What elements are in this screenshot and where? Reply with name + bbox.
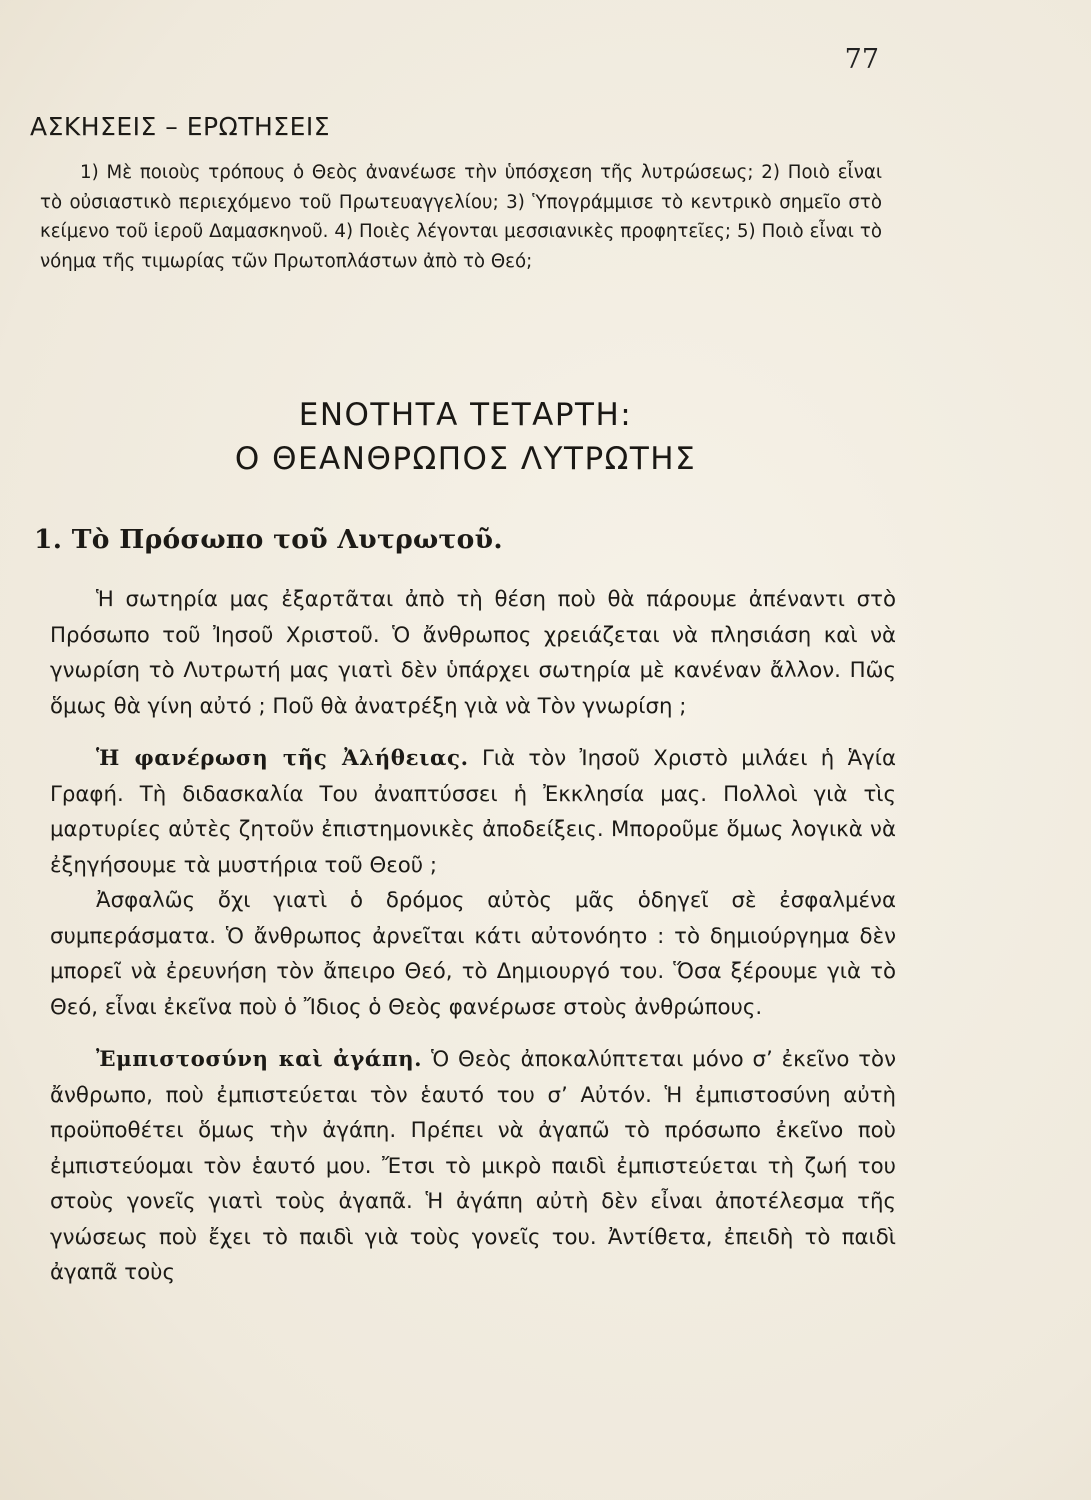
body-text [50, 582, 896, 1291]
paragraph-1 [50, 582, 896, 724]
page-number: 77 [844, 44, 879, 75]
section-title: 1. Τὸ Πρόσωπο τοῦ Λυτρωτοῦ. [34, 524, 503, 555]
paragraph-4-run-in-heading: Ἐμπιστοσύνη καὶ ἀγάπη. [96, 1047, 423, 1072]
paragraph-3-text: Ἀσφαλῶς ὄχι γιατὶ ὁ δρόμος αὐτὸς μᾶς ὁδηγεῖ σὲ ἐσφαλμένα συμπεράσματα. Ὁ ἄνθρωπος ἀρνεῖται κάτι αὐτονόητο : τὸ δημιούργημα δὲν μπορεῖ νὰ ἐρευνήση τὸν ἄπειρο Θεό, τὸ Δημιουργό του. Ὅσα ξέρουμε γιὰ τὸ Θεό, εἶναι ἐκεῖνα ποὺ ὁ Ἴδιος ὁ Θεὸς φανέρωσε στοὺς ἀνθρώπους. [50, 888, 896, 1020]
paragraph-4 [50, 1042, 896, 1291]
paragraph-2 [50, 741, 896, 883]
unit-title [0, 393, 1091, 481]
paragraph-2-text: Γιὰ τὸν Ἰησοῦ Χριστὸ μιλάει ἡ Ἁγία Γραφή. Τὴ διδασκαλία Του ἀναπτύσσει ἡ Ἐκκλησία μας. Πολλοὶ γιὰ τὶς μαρτυρίες αὐτὲς ζητοῦν ἐπιστημονικὲς ἀποδείξεις. Μποροῦμε ὅμως λογικὰ νὰ ἐξηγήσουμε τὰ μυστήρια τοῦ Θεοῦ ; [50, 746, 896, 878]
paragraph-3 [50, 883, 896, 1025]
exercises-heading: ΑΣΚΗΣΕΙΣ – ΕΡΩΤΗΣΕΙΣ [30, 112, 331, 141]
paragraph-2-run-in-heading: Ἡ φανέρωση τῆς Ἀλήθειας. [96, 746, 469, 771]
exercises-questions: 1) Μὲ ποιοὺς τρόπους ὁ Θεὸς ἀνανέωσε τὴν ὑπόσχεση τῆς λυτρώσεως; 2) Ποιὸ εἶναι τὸ οὐσιαστικὸ περιεχόμενο τοῦ Πρωτευαγγελίου; 3) Ὑπογράμμισε τὸ κεντρικὸ σημεῖο στὸ κείμενο τοῦ ἱεροῦ Δαμασκηνοῦ. 4) Ποιὲς λέγονται μεσσιανικὲς προφητεῖες; 5) Ποιὸ εἶναι τὸ νόημα τῆς τιμωρίας τῶν Πρωτοπλάστων ἀπὸ τὸ Θεό; [40, 162, 882, 272]
paragraph-4-text: Ὁ Θεὸς ἀποκαλύπτεται μόνο σ’ ἐκεῖνο τὸν ἄνθρωπο, ποὺ ἐμπιστεύεται τὸν ἑαυτό του σ’ Αὐτόν. Ἡ ἐμπιστοσύνη αὐτὴ προϋποθέτει ὅμως τὴν ἀγάπη. Πρέπει νὰ ἀγαπῶ τὸ πρόσωπο ἐκεῖνο ποὺ ἐμπιστεύομαι τὸν ἑαυτό μου. Ἔτσι τὸ μικρὸ παιδὶ ἐμπιστεύεται τὴ ζωή του στοὺς γονεῖς γιατὶ τοὺς ἀγαπᾶ. Ἡ ἀγάπη αὐτὴ δὲν εἶναι ἀποτέλεσμα τῆς γνώσεως ποὺ ἔχει τὸ παιδὶ γιὰ τοὺς γονεῖς του. Ἀντίθετα, ἐπειδὴ τὸ παιδὶ ἀγαπᾶ τοὺς [50, 1047, 896, 1285]
unit-title-line-1: ΕΝΟΤΗΤΑ ΤΕΤΑΡΤΗ: [298, 397, 633, 433]
paragraph-1-text: Ἡ σωτηρία μας ἐξαρτᾶται ἀπὸ τὴ θέση ποὺ θὰ πάρουμε ἀπέναντι στὸ Πρόσωπο τοῦ Ἰησοῦ Χριστοῦ. Ὁ ἄνθρωπος χρειάζεται νὰ πλησιάση καὶ νὰ γνωρίση τὸ Λυτρωτή μας γιατὶ δὲν ὑπάρχει σωτηρία μὲ κανέναν ἄλλον. Πῶς ὅμως θὰ γίνη αὐτό ; Ποῦ θὰ ἀνατρέξη γιὰ νὰ Τὸν γνωρίση ; [50, 587, 896, 719]
unit-title-line-2: Ο ΘΕΑΝΘΡΩΠΟΣ ΛΥΤΡΩΤΗΣ [234, 441, 697, 477]
